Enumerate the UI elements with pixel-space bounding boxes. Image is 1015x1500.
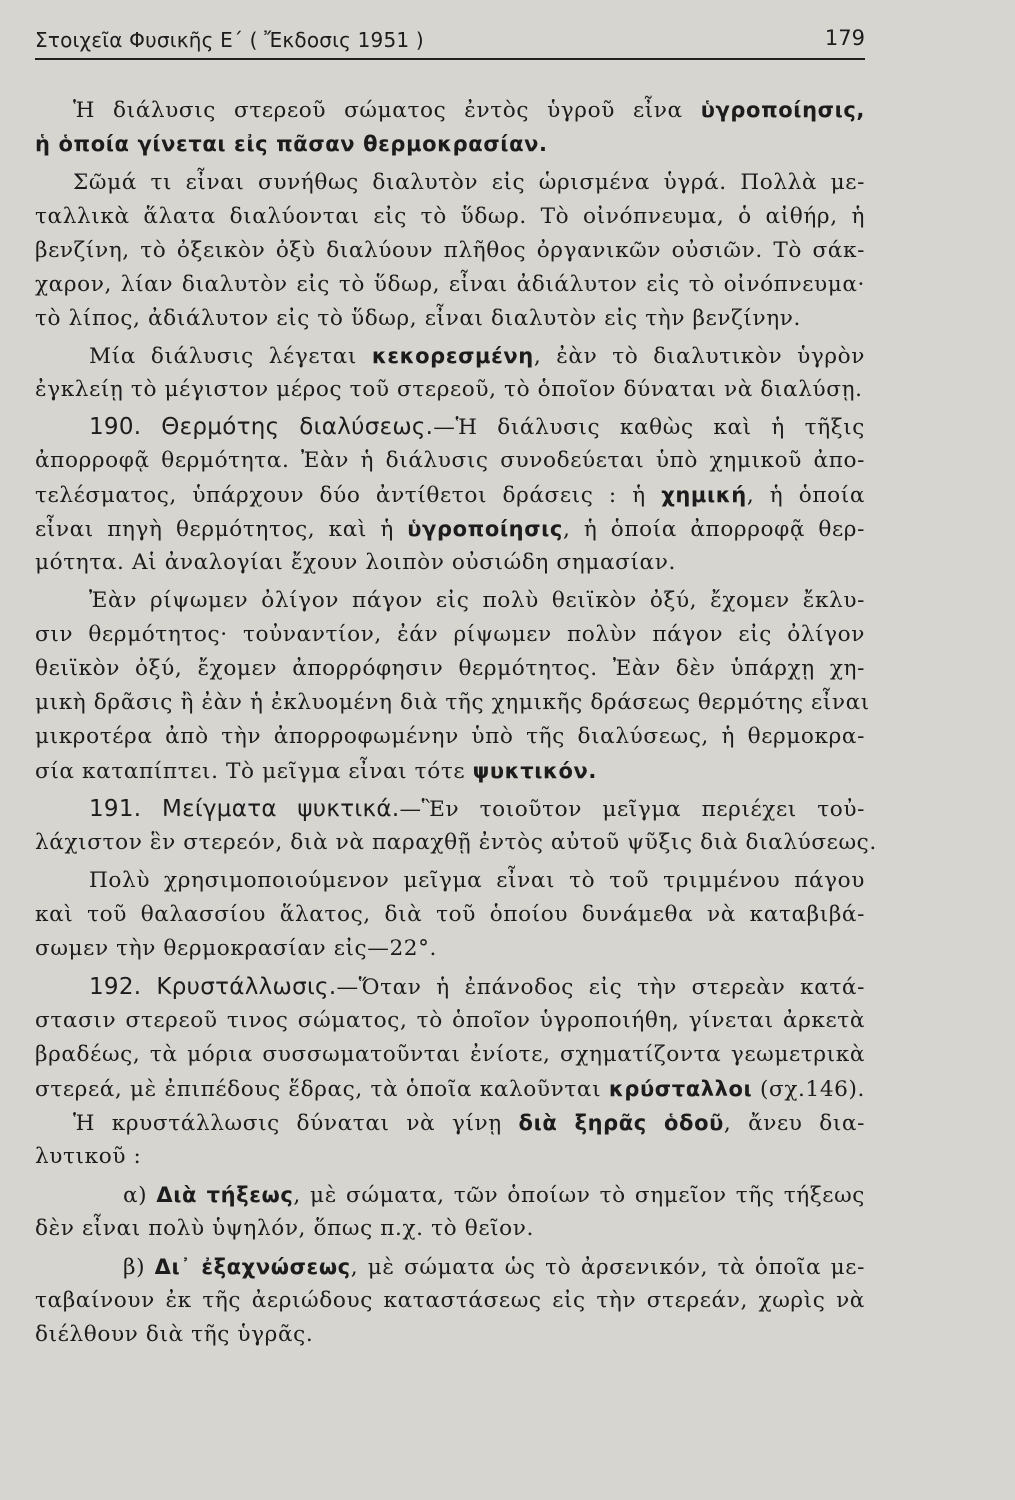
term-bold: διὰ ξηρᾶς ὁδοῦ (518, 1111, 724, 1135)
text-line: διέλθουν διὰ τῆς ὑγρᾶς. (35, 1322, 314, 1347)
text-line: καὶ τοῦ θαλασσίου ἅλατος, διὰ τοῦ ὁποίου δυνάμεθα νὰ καταβιβά- (35, 902, 865, 927)
section-heading: 191. Μείγματα ψυκτικά. (89, 796, 400, 822)
text-line: Μία διάλυσις λέγεται κεκορεσμένη, ἐὰν τὸ διαλυτικὸν ὑγρὸν (89, 344, 865, 369)
text-line: Ἡ κρυστάλλωσις δύναται νὰ γίνῃ διὰ ξηρᾶς ὁδοῦ, ἄνευ δια- (73, 1111, 865, 1136)
text-line: μικὴ δρᾶσις ἢ ἐὰν ἡ ἐκλυομένη διὰ τῆς χημικῆς δράσεως θερμότης εἶναι (35, 690, 870, 715)
text-line: Ἐὰν ρίψωμεν ὀλίγον πάγον εἰς πολὺ θειϊκὸν ὀξύ, ἔχομεν ἔκλυ- (89, 588, 865, 613)
text-line: θειϊκὸν ὀξύ, ἔχομεν ἀπορρόφησιν θερμότητος. Ἐὰν δὲν ὑπάρχῃ χη- (35, 656, 865, 681)
text-line: μότητα. Αἱ ἀναλογίαι ἔχουν λοιπὸν οὐσιώδη σημασίαν. (35, 550, 676, 575)
text-line: εἶναι πηγὴ θερμότητος, καὶ ἡ ὑγροποίησις, ἡ ὁποία ἀπορροφᾷ θερ- (35, 517, 865, 542)
term-bold: Διὰ τήξεως (156, 1183, 294, 1207)
text-line: Σῶμά τι εἶναι συνήθως διαλυτὸν εἰς ὡρισμένα ὑγρά. Πολλὰ με- (73, 170, 865, 195)
term-bold: Δι᾽ ἐξαχνώσεως (154, 1255, 351, 1279)
text-line: βραδέως, τὰ μόρια συσσωματοῦνται ἐνίοτε, σχηματίζοντα γεωμετρικὰ (35, 1042, 865, 1067)
text-line: σιν θερμότητος· τοὐναντίον, ἐάν ρίψωμεν πολὺν πάγον εἰς ὀλίγον (35, 622, 865, 647)
term-bold: ὑγροποίησις, (700, 98, 865, 122)
term-bold: ὑγροποίησις (407, 517, 563, 541)
text-line (35, 127, 865, 161)
term-bold: ἡ ὁποία γίνεται εἰς πᾶσαν θερμοκρασίαν. (35, 132, 548, 156)
section-191-line: 191. Μείγματα ψυκτικά.—Ἓν τοιοῦτον μεῖγμα περιέχει τοὐ- (89, 796, 865, 822)
text-line: ταλλικὰ ἅλατα διαλύονται εἰς τὸ ὕδωρ. Τὸ οἰνόπνευμα, ὁ αἰθήρ, ἡ (35, 204, 865, 229)
term-bold: κρύσταλλοι (608, 1077, 753, 1101)
text-line: τὸ λίπος, ἀδιάλυτον εἰς τὸ ὕδωρ, εἶναι διαλυτὸν εἰς τὴν βενζίνην. (35, 306, 801, 331)
text-line: μικροτέρα ἀπὸ τὴν ἀπορροφωμένην ὑπὸ τῆς διαλύσεως, ἡ θερμοκρα- (35, 724, 865, 749)
list-item-a: α) Διὰ τήξεως, μὲ σώματα, τῶν ὁποίων τὸ σημεῖον τῆς τήξεως (123, 1183, 865, 1208)
section-190-line: 190. Θερμότης διαλύσεως.—Ἡ διάλυσις καθὼς καὶ ἡ τῆξις (89, 414, 865, 440)
term-bold: ψυκτικόν. (472, 759, 598, 783)
page-number: 179 (824, 26, 865, 50)
text-line: σία καταπίπτει. Τὸ μεῖγμα εἶναι τότε ψυκτικόν. (35, 759, 598, 784)
list-item-b: β) Δι᾽ ἐξαχνώσεως, μὲ σώματα ὡς τὸ ἀρσενικόν, τὰ ὁποῖα με- (123, 1255, 865, 1280)
section-192-line: 192. Κρυστάλλωσις.—Ὅταν ἡ ἐπάνοδος εἰς τὴν στερεὰν κατά- (89, 974, 865, 1000)
text-line: χαρον, λίαν διαλυτὸν εἰς τὸ ὕδωρ, εἶναι ἀδιάλυτον εἰς τὸ οἰνόπνευμα· (35, 272, 865, 297)
page-header (35, 22, 865, 60)
text-line: λάχιστον ἓν στερεόν, διὰ νὰ παραχθῇ ἐντὸς αὐτοῦ ψῦξις διὰ διαλύσεως. (35, 830, 877, 855)
text-line: λυτικοῦ : (35, 1144, 142, 1169)
text-line: Ἡ διάλυσις στερεοῦ σώματος ἐντὸς ὑγροῦ εἶνα ὑγροποίησις, (73, 98, 865, 123)
text-line: ἀπορροφᾷ θερμότητα. Ἐὰν ἡ διάλυσις συνοδεύεται ὑπὸ χημικοῦ ἀπο- (35, 448, 865, 473)
section-heading: 192. Κρυστάλλωσις. (89, 974, 337, 1000)
text-line: Πολὺ χρησιμοποιούμενον μεῖγμα εἶναι τὸ τοῦ τριμμένου πάγου (89, 868, 865, 893)
text-line: ἐγκλείῃ τὸ μέγιστον μέρος τοῦ στερεοῦ, τὸ ὁποῖον δύναται νὰ διαλύσῃ. (35, 377, 863, 402)
text-line: ταβαίνουν ἐκ τῆς ἀεριώδους καταστάσεως εἰς τὴν στερεάν, χωρὶς νὰ (35, 1288, 865, 1313)
term-bold: κεκορεσμένη (371, 344, 534, 368)
text-line: δὲν εἶναι πολὺ ὑψηλόν, ὅπως π.χ. τὸ θεῖον. (35, 1216, 534, 1241)
text-line: βενζίνη, τὸ ὀξεικὸν ὀξὺ διαλύουν πλῆθος ὀργανικῶν οὐσιῶν. Τὸ σάκ- (35, 238, 865, 263)
text-line: σωμεν τὴν θερμοκρασίαν εἰς—22°. (35, 936, 437, 961)
text-line: στασιν στερεοῦ τινος σώματος, τὸ ὁποῖον ὑγροποιήθη, γίνεται ἀρκετὰ (35, 1008, 865, 1033)
section-heading: 190. Θερμότης διαλύσεως. (89, 414, 434, 440)
text-line: τελέσματος, ὑπάρχουν δύο ἀντίθετοι δράσεις : ἡ χημική, ἡ ὁποία (35, 483, 866, 508)
text-line: στερεά, μὲ ἐπιπέδους ἕδρας, τὰ ὁποῖα καλοῦνται κρύσταλλοι (σχ.146). (35, 1077, 865, 1102)
term-bold: χημική (661, 483, 747, 507)
running-title: Στοιχεῖα Φυσικῆς Ε΄ ( Ἔκδοσις 1951 ) (35, 28, 424, 52)
